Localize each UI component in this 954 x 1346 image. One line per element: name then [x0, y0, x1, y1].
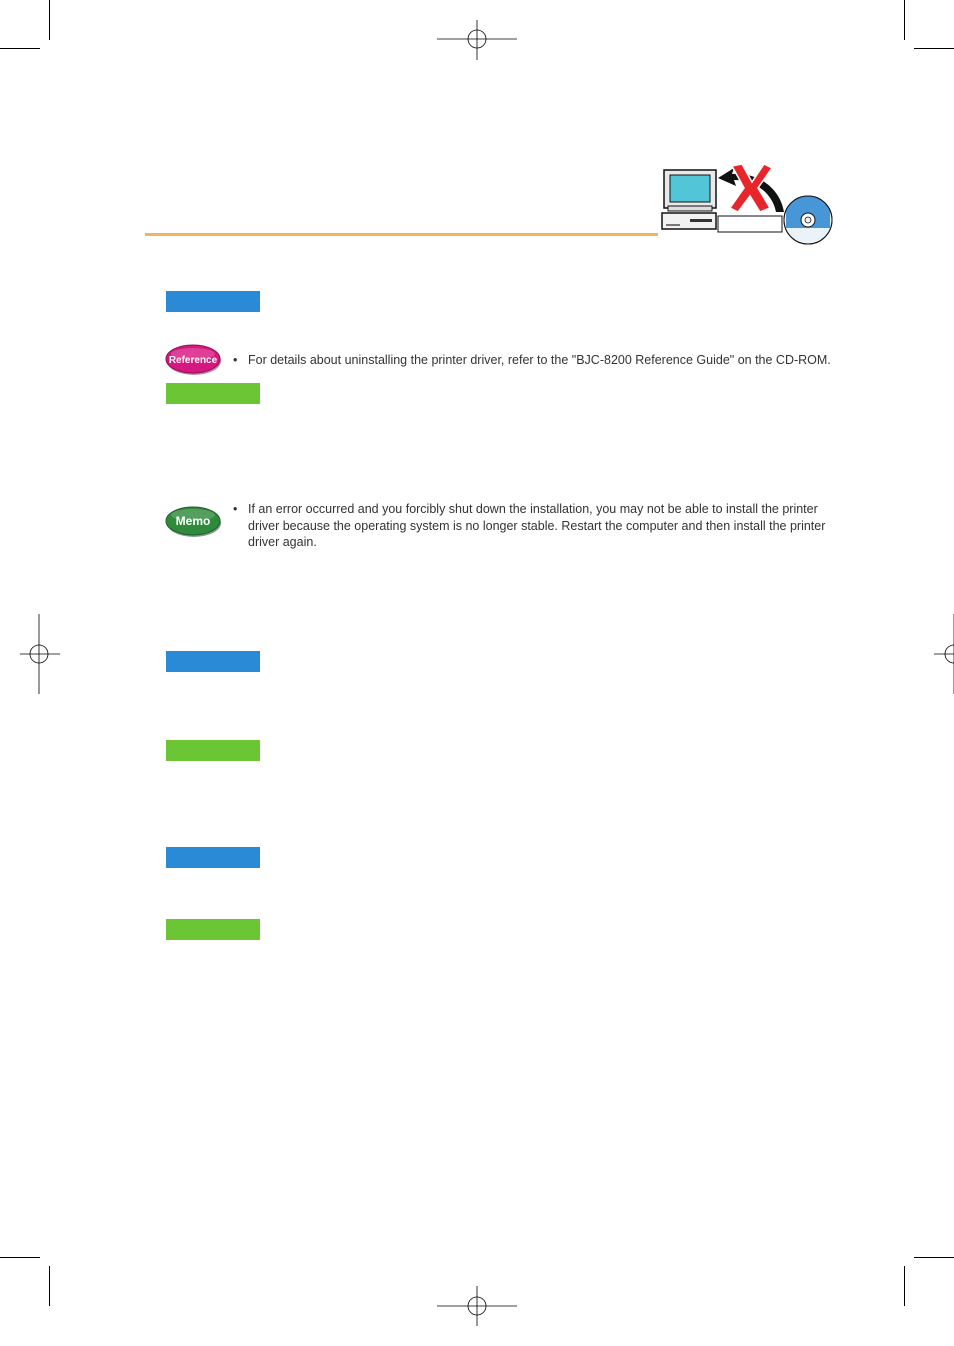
bullet: • — [233, 502, 238, 516]
registration-mark-icon — [437, 1266, 517, 1346]
crop-mark — [49, 1266, 50, 1306]
crop-mark — [0, 48, 40, 49]
section-heading-bar-green — [166, 740, 260, 761]
crop-mark — [0, 1257, 40, 1258]
reference-note-text: For details about uninstalling the printer driver, refer to the "BJC-8200 Reference Guide" on the CD-ROM. — [248, 353, 831, 367]
computer-cd-uninstall-illustration-icon — [660, 160, 836, 248]
crop-mark — [914, 48, 954, 49]
section-heading-bar-blue — [166, 651, 260, 672]
crop-mark — [904, 0, 905, 40]
crop-mark — [49, 0, 50, 40]
memo-note — [233, 501, 833, 551]
registration-mark-icon — [437, 0, 517, 80]
crop-mark — [904, 1266, 905, 1306]
section-heading-bar-green — [166, 919, 260, 940]
registration-mark-icon — [914, 614, 954, 694]
header-rule — [145, 233, 658, 236]
registration-mark-icon — [0, 614, 80, 694]
memo-badge-label: Memo — [175, 514, 211, 528]
reference-note — [233, 352, 833, 369]
memo-badge-icon — [164, 504, 224, 538]
crop-mark — [914, 1257, 954, 1258]
memo-note-text: If an error occurred and you forcibly shut down the installation, you may not be able to install the printer driver because the operating system is no longer stable. Restart the computer and then install the printer driver again. — [248, 502, 826, 549]
bullet: • — [233, 353, 238, 367]
section-heading-bar-green — [166, 383, 260, 404]
reference-badge-icon — [164, 344, 224, 376]
reference-badge-label: Reference — [168, 355, 218, 366]
section-heading-bar-blue — [166, 291, 260, 312]
section-heading-bar-blue — [166, 847, 260, 868]
